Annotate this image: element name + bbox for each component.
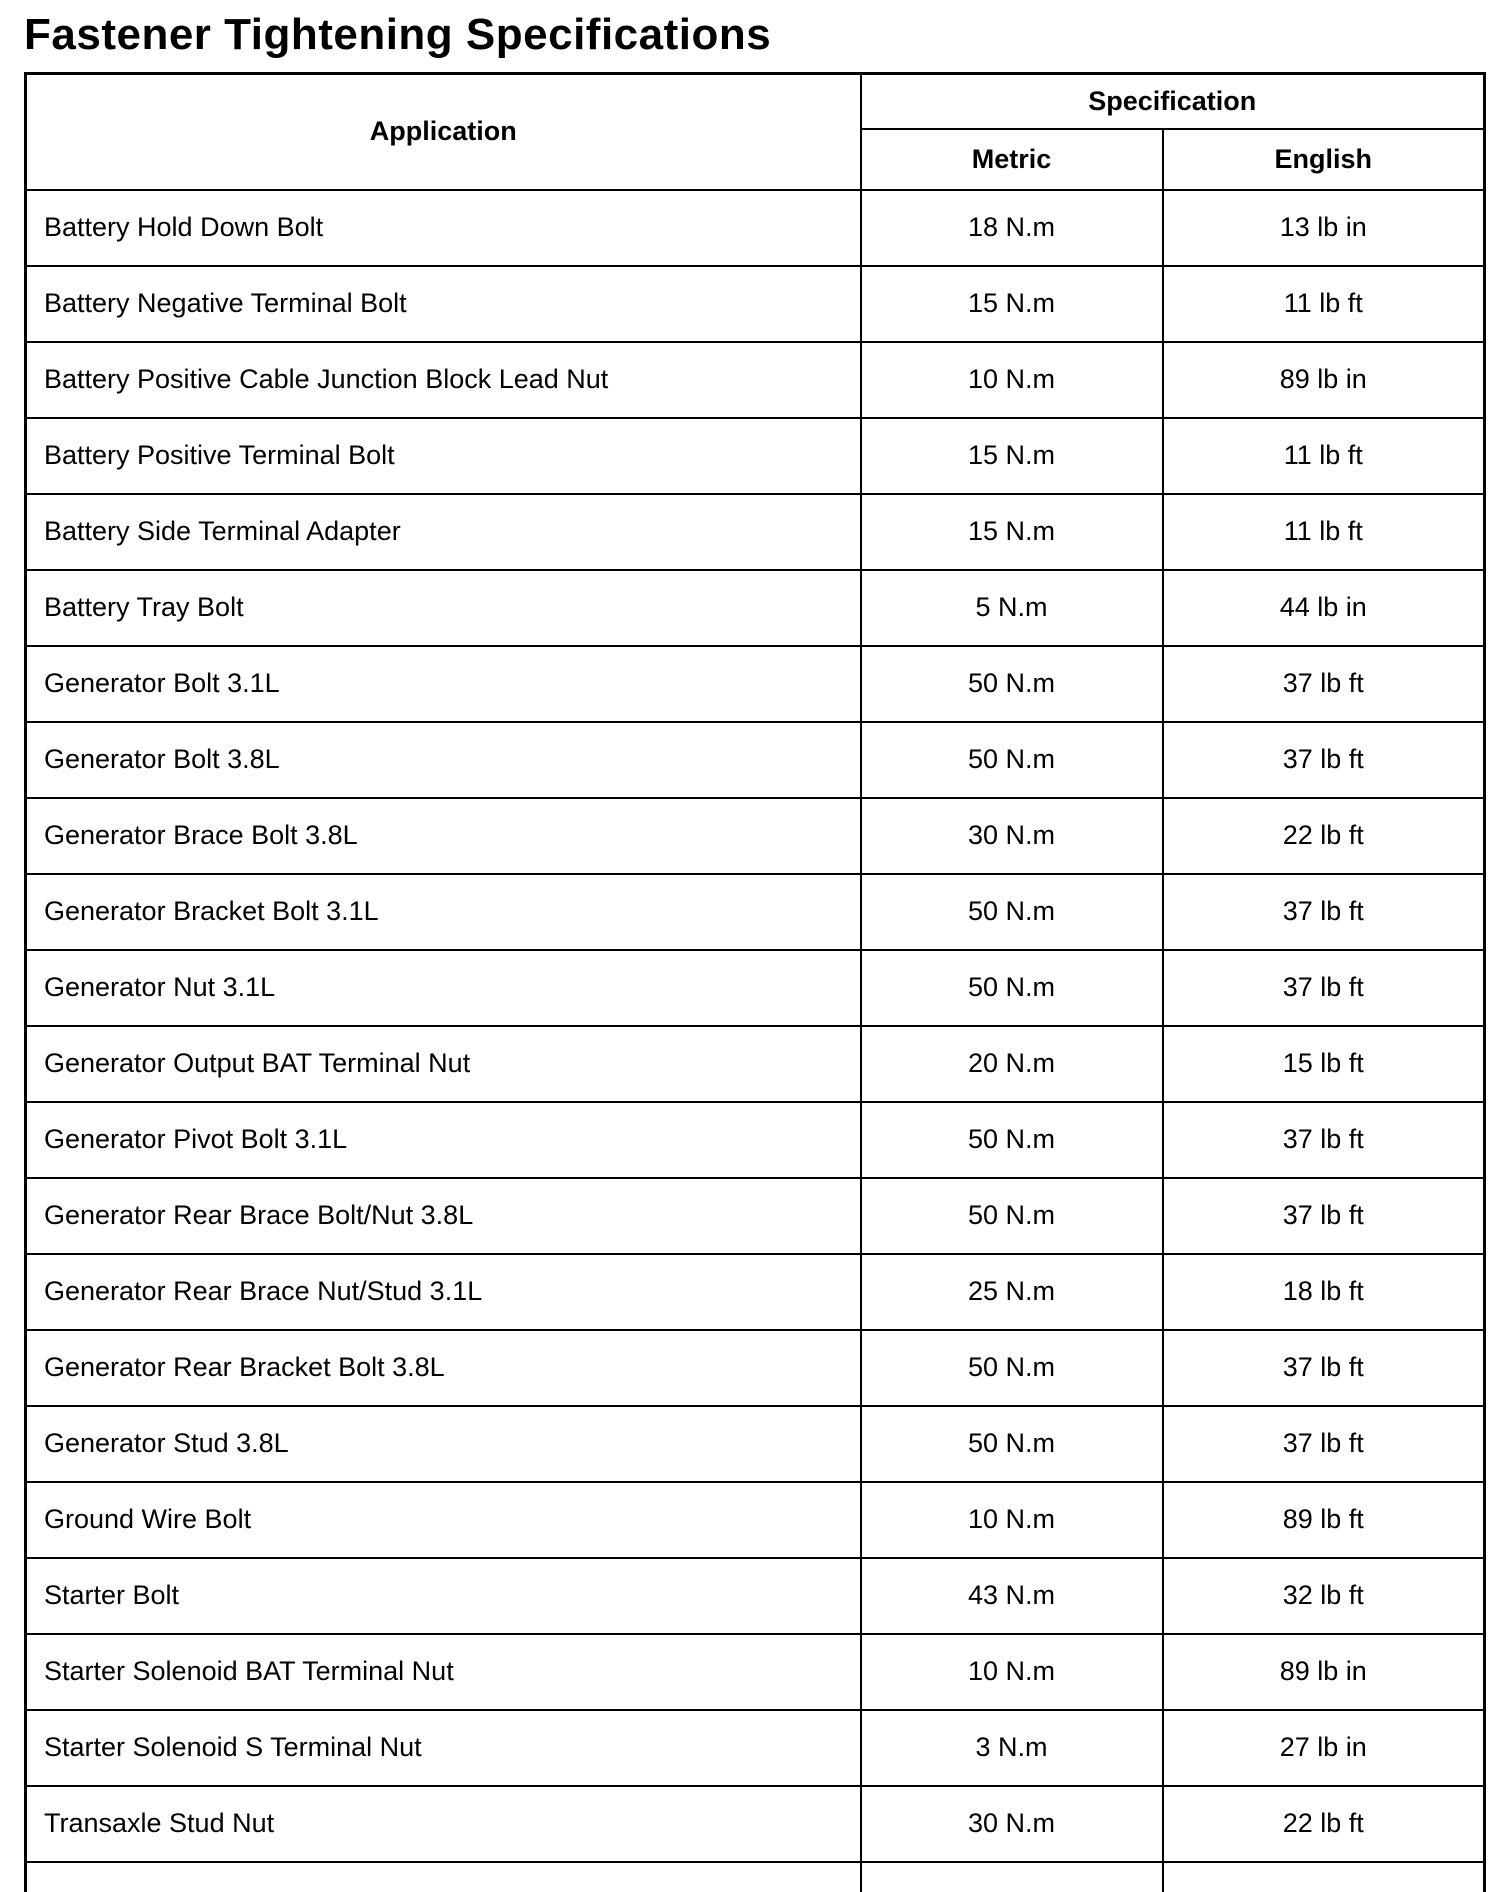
cell-application: Generator Rear Bracket Bolt 3.8L — [26, 1330, 861, 1406]
cell-metric: 3 N.m — [861, 1710, 1163, 1786]
cell-application: Battery Hold Down Bolt — [26, 190, 861, 266]
cell-metric: 50 N.m — [861, 722, 1163, 798]
table-row — [26, 570, 1485, 646]
metric-header: Metric — [861, 129, 1163, 190]
cell-english: 27 lb in — [1163, 1710, 1485, 1786]
cell-metric: 10 N.m — [861, 1482, 1163, 1558]
table-row — [26, 1406, 1485, 1482]
cell-application: Starter Solenoid BAT Terminal Nut — [26, 1634, 861, 1710]
table-row — [26, 950, 1485, 1026]
cell-application: Battery Tray Bolt — [26, 570, 861, 646]
table-row — [26, 646, 1485, 722]
cell-english: 15 lb ft — [1163, 1026, 1485, 1102]
cell-empty — [861, 1862, 1163, 1892]
cell-english: 22 lb ft — [1163, 798, 1485, 874]
cell-metric: 50 N.m — [861, 646, 1163, 722]
cell-application: Ground Wire Bolt — [26, 1482, 861, 1558]
cell-english: 32 lb ft — [1163, 1558, 1485, 1634]
cell-metric: 50 N.m — [861, 950, 1163, 1026]
cell-application: Generator Bolt 3.1L — [26, 646, 861, 722]
table-row — [26, 190, 1485, 266]
cell-application: Starter Solenoid S Terminal Nut — [26, 1710, 861, 1786]
cell-english: 22 lb ft — [1163, 1786, 1485, 1862]
cell-application: Starter Bolt — [26, 1558, 861, 1634]
cell-metric: 50 N.m — [861, 1102, 1163, 1178]
cell-english: 37 lb ft — [1163, 1406, 1485, 1482]
cell-application: Generator Stud 3.8L — [26, 1406, 861, 1482]
cell-metric: 43 N.m — [861, 1558, 1163, 1634]
cell-metric: 50 N.m — [861, 1330, 1163, 1406]
cell-english: 11 lb ft — [1163, 418, 1485, 494]
cell-metric: 50 N.m — [861, 1178, 1163, 1254]
cell-metric: 15 N.m — [861, 266, 1163, 342]
cell-english: 37 lb ft — [1163, 1102, 1485, 1178]
table-row — [26, 1558, 1485, 1634]
page-title: Fastener Tightening Specifications — [24, 10, 772, 59]
cell-english: 13 lb in — [1163, 190, 1485, 266]
cell-metric: 25 N.m — [861, 1254, 1163, 1330]
cell-english: 37 lb ft — [1163, 1178, 1485, 1254]
specification-header: Specification — [861, 74, 1485, 129]
cell-metric: 30 N.m — [861, 798, 1163, 874]
table-row — [26, 1254, 1485, 1330]
english-header: English — [1163, 129, 1485, 190]
cell-english: 89 lb in — [1163, 342, 1485, 418]
application-header: Application — [26, 74, 861, 190]
cell-application: Generator Bracket Bolt 3.1L — [26, 874, 861, 950]
table-row — [26, 722, 1485, 798]
table-row — [26, 1786, 1485, 1862]
cell-english: 44 lb in — [1163, 570, 1485, 646]
cell-application: Battery Positive Terminal Bolt — [26, 418, 861, 494]
cell-english: 37 lb ft — [1163, 646, 1485, 722]
cell-application: Generator Rear Brace Nut/Stud 3.1L — [26, 1254, 861, 1330]
cell-metric: 10 N.m — [861, 1634, 1163, 1710]
cell-english: 37 lb ft — [1163, 950, 1485, 1026]
cell-metric: 5 N.m — [861, 570, 1163, 646]
table-row — [26, 1102, 1485, 1178]
cell-english: 11 lb ft — [1163, 494, 1485, 570]
cell-application: Battery Negative Terminal Bolt — [26, 266, 861, 342]
cell-empty — [26, 1862, 861, 1892]
table-row — [26, 418, 1485, 494]
table-row — [26, 266, 1485, 342]
cell-application: Transaxle Stud Nut — [26, 1786, 861, 1862]
cell-metric: 30 N.m — [861, 1786, 1163, 1862]
cell-empty — [1163, 1862, 1485, 1892]
cell-application: Generator Pivot Bolt 3.1L — [26, 1102, 861, 1178]
cell-application: Generator Bolt 3.8L — [26, 722, 861, 798]
cell-english: 11 lb ft — [1163, 266, 1485, 342]
cell-metric: 18 N.m — [861, 190, 1163, 266]
cell-metric: 10 N.m — [861, 342, 1163, 418]
table-row — [26, 1330, 1485, 1406]
table-row — [26, 798, 1485, 874]
cell-english: 37 lb ft — [1163, 1330, 1485, 1406]
table-body — [26, 190, 1485, 1892]
table-header — [26, 74, 1485, 190]
table-row — [26, 1634, 1485, 1710]
cell-english: 89 lb in — [1163, 1634, 1485, 1710]
cell-application: Generator Brace Bolt 3.8L — [26, 798, 861, 874]
cell-metric: 50 N.m — [861, 1406, 1163, 1482]
cell-application: Generator Nut 3.1L — [26, 950, 861, 1026]
cell-application: Generator Output BAT Terminal Nut — [26, 1026, 861, 1102]
cell-english: 37 lb ft — [1163, 874, 1485, 950]
cell-english: 89 lb ft — [1163, 1482, 1485, 1558]
cell-metric: 15 N.m — [861, 418, 1163, 494]
cell-metric: 50 N.m — [861, 874, 1163, 950]
table-row — [26, 494, 1485, 570]
cell-english: 37 lb ft — [1163, 722, 1485, 798]
table-row — [26, 874, 1485, 950]
cell-application: Generator Rear Brace Bolt/Nut 3.8L — [26, 1178, 861, 1254]
fastener-spec-table — [24, 72, 1486, 1892]
table-row — [26, 342, 1485, 418]
table-row — [26, 1026, 1485, 1102]
cell-metric: 15 N.m — [861, 494, 1163, 570]
table-row — [26, 1482, 1485, 1558]
table-row — [26, 1178, 1485, 1254]
cell-english: 18 lb ft — [1163, 1254, 1485, 1330]
cell-application: Battery Side Terminal Adapter — [26, 494, 861, 570]
cell-metric: 20 N.m — [861, 1026, 1163, 1102]
table-row-clipped — [26, 1862, 1485, 1892]
table-row — [26, 1710, 1485, 1786]
cell-application: Battery Positive Cable Junction Block Lead Nut — [26, 342, 861, 418]
